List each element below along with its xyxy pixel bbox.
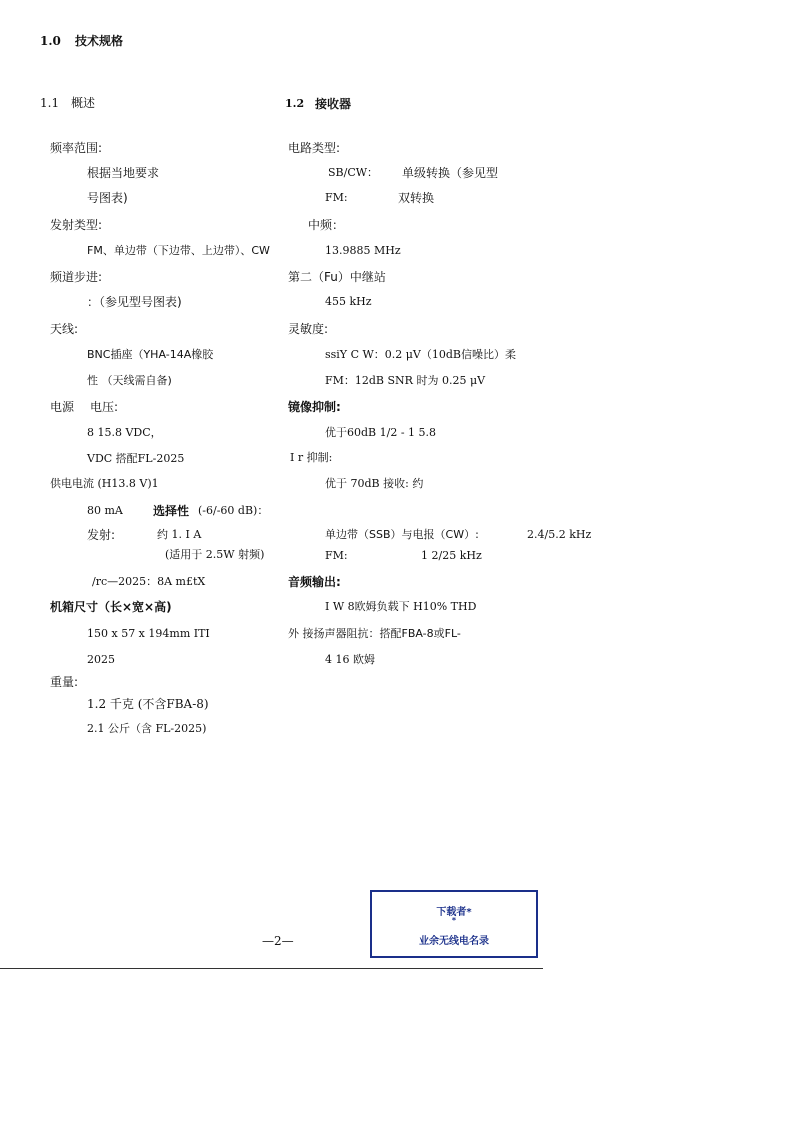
emission-label: 发射类型: [50, 218, 103, 232]
voltage-label: 电压: [90, 400, 119, 414]
page-number: —2— [262, 934, 294, 948]
case-label: 机箱尺寸（长×宽×高) [50, 600, 172, 614]
selectivity-value: (-6/-60 dB)： [198, 504, 269, 517]
antenna-value-2: 性 （天线需自备) [87, 374, 172, 387]
step-label: 频道步进: [50, 270, 103, 284]
case-value-1: 150 x 57 x 194mm ITI [87, 627, 210, 640]
weight-value-1: 1.2 千克 (不含FBA-8) [87, 697, 209, 711]
subsection-title-2: 接收器 [315, 97, 352, 111]
stamp-line-3: 业余无线电名录 [419, 936, 489, 947]
audio-output-value: I W 8欧姆负载下 H10% THD [325, 600, 477, 613]
relay-label: 第二（Fu）中继站 [288, 270, 386, 284]
power-value-2: VDC 搭配FL-2025 [87, 452, 185, 465]
current-label: 供电电流 (H13.8 V)1 [50, 477, 159, 490]
rc-line: /rc—2025：8A m£tX [92, 575, 206, 588]
if-value: 13.9885 MHz [325, 244, 401, 257]
freq-label: 频率范围: [50, 141, 103, 155]
subsection-title: 概述 [71, 96, 96, 110]
stamp-line-2: * [451, 916, 457, 925]
step-value: ：（参见型号图表) [87, 295, 182, 309]
antenna-label: 天线: [50, 322, 79, 336]
bandwidth-fm-label: FM: [325, 549, 348, 562]
speaker-line: 外 接扬声器阻抗：搭配FBA-8或FL- [288, 627, 461, 640]
footer-divider [0, 968, 543, 969]
power-label: 电源 [50, 400, 75, 414]
download-stamp [370, 890, 538, 958]
stamp-line-1: 下载者* [436, 907, 472, 918]
fm-mode: FM: [325, 191, 348, 204]
tx-note: (适用于 2.5W 射频) [165, 548, 265, 561]
image-rejection-value: 优于60dB 1/2 - 1 5.8 [325, 426, 437, 439]
bandwidth-line: 单边带（SSB）与电报（CW）: [325, 528, 479, 541]
sensitivity-label: 灵敏度: [288, 322, 329, 336]
freq-value-1: 根据当地要求 [87, 166, 160, 180]
page-title: 技术规格 [75, 34, 124, 48]
fm-value: 双转换 [398, 191, 435, 205]
sensitivity-value-2: FM：12dB SNR 时为 0.25 μV [325, 374, 486, 387]
ir-rejection-value: 优于 70dB 接收: 约 [325, 477, 424, 490]
freq-value-2: 号图表) [87, 191, 128, 205]
ssb-mode: SB/CW： [328, 166, 379, 179]
weight-value-2: 2.1 公斤（含 FL-2025) [87, 722, 207, 735]
subsection-number-2: 1.2 [285, 97, 305, 110]
tx-label: 发射: [87, 528, 116, 542]
weight-label: 重量: [50, 675, 79, 689]
antenna-value-1: BNC插座（YHA-14A橡胶 [87, 348, 214, 361]
if-label: 中频： [308, 218, 345, 232]
relay-value: 455 kHz [325, 295, 372, 308]
image-rejection-label: 镜像抑制: [288, 400, 341, 414]
bandwidth-ssb: 2.4/5.2 kHz [527, 528, 592, 541]
ssb-value: 单级转换（参见型 [402, 166, 499, 180]
selectivity-label: 选择性 [153, 504, 190, 518]
speaker-value: 4 16 欧姆 [325, 653, 375, 666]
case-value-2: 2025 [87, 653, 115, 666]
emission-value: FM、单边带（下边带、上边带）、CW [87, 244, 270, 257]
tx-value: 约 1. I A [157, 528, 202, 541]
subsection-number: 1.1 [40, 96, 60, 110]
section-number: 1.0 [40, 34, 61, 48]
bandwidth-fm: 1 2/25 kHz [421, 549, 482, 562]
ir-rejection-label: I r 抑制: [290, 451, 333, 464]
audio-output-label: 音频输出: [288, 575, 341, 589]
power-value-1: 8 15.8 VDC， [87, 426, 162, 439]
circuit-label: 电路类型: [288, 141, 341, 155]
sensitivity-value-1: ssiY C W：0.2 μV（10dB信噪比）柔 [325, 348, 516, 361]
current-value: 80 mA [87, 504, 123, 517]
